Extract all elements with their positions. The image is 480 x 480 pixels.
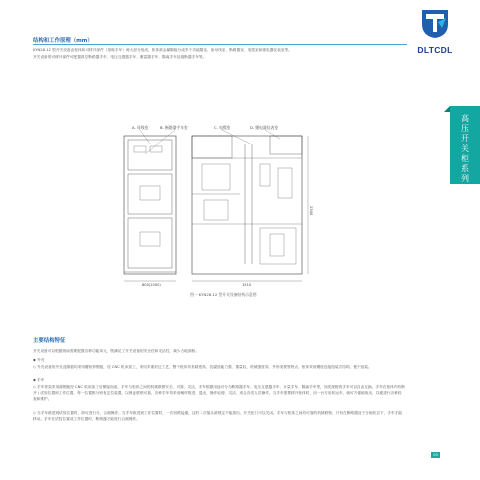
structure-line-1: KYN28-12 型开关设备由柜体和可移开部件（俗称手车）两大部分组成，柜体被金属隔板分成多个功能隔室，如母线室、断路器室、电缆室和继电器仪表室等。 [33,48,292,52]
dim-height: 2300 [309,206,313,216]
figure-caption: 图一 KYN28-12 型开关设备结构示意图 [190,292,257,297]
sub-heading-enclosure: ◆ 外壳 [33,358,45,362]
dim-width-left: 800(1000) [142,283,161,287]
interlock-text: ◇ 当手车推进到试验位置时，即可进行分、合闸操作；当手车推进到工作位置时，一次回路接通，这时二次插头被锁定不能拔出，开关柜门可以关闭。手车与柜体之间有可靠的机械联锁，只有在断路器处于分闸状态下，手车才能移动。手车在试验位置或工作位置时，断路器才能进行合闸操作。 [33,411,403,422]
side-tab [450,106,480,184]
page-number: 03 [431,452,440,458]
logo-icon [418,6,452,40]
enclosure-text: ◇ 外壳设备的外壳及隔板均采用覆铝锌钢板，经 CNC 机床加工，采用多重折边工艺，整个框体具有精度高、抗腐蚀能力强、重量轻、机械强度高、外形美观等特点，柜体采用螺栓连接组装式结构，便于组装。 [33,365,372,369]
sub-heading-truck: ◆ 手车 [33,378,45,382]
label-breaker-room: B. 断路器手车室 [160,125,188,130]
logo-text: DLTCDL [417,45,453,55]
side-tab-label: 高压开关柜系列 [461,114,469,183]
switchgear-diagram [120,124,360,294]
dim-width-right: 1510 [242,283,252,287]
company-logo [410,6,460,55]
label-relay-room: D. 继电器仪表室 [250,125,279,130]
structure-line-2: 开关设备的可移开部件可配置真空断路器手车、电压互感器手车、避雷器手车、隔离手车及熔断器手车等。 [33,55,207,59]
section-title-features: 主要结构特征 [33,338,66,344]
title-rule [33,44,407,45]
features-intro: 开关设备可以根据现场需要配置各种功能单元，既满足了开关设备的安全性和灵活性，减少占地面积。 [33,349,199,353]
label-busbar-room: A. 母线室 [132,125,149,130]
section-title-structure: 结构和工作原理（mm） [33,38,93,44]
label-cable-room: C. 电缆室 [214,125,231,130]
truck-text: ◇ 手车骨架采用薄钢板经 CNC 机床加工后铆接而成，手车与柜体之间的机械联锁安全、可靠，灵活，手车根据用途可分为断路器手车、电压互感器手车、计量手车、隔离手车等，同类规格的手车可以自由互换。手车在柜体内有断开 / 试验位置和工作位置，每一位置都分别有定位装置，以保证联锁可靠，各种手车均采用蜗杆推进、退出，操作轻便、灵活，适合各类人员操作。当手车需要移开柜体时，用一台专用转运车，就可方便地取出，以便进行各种检查和维护。 [33,385,405,402]
